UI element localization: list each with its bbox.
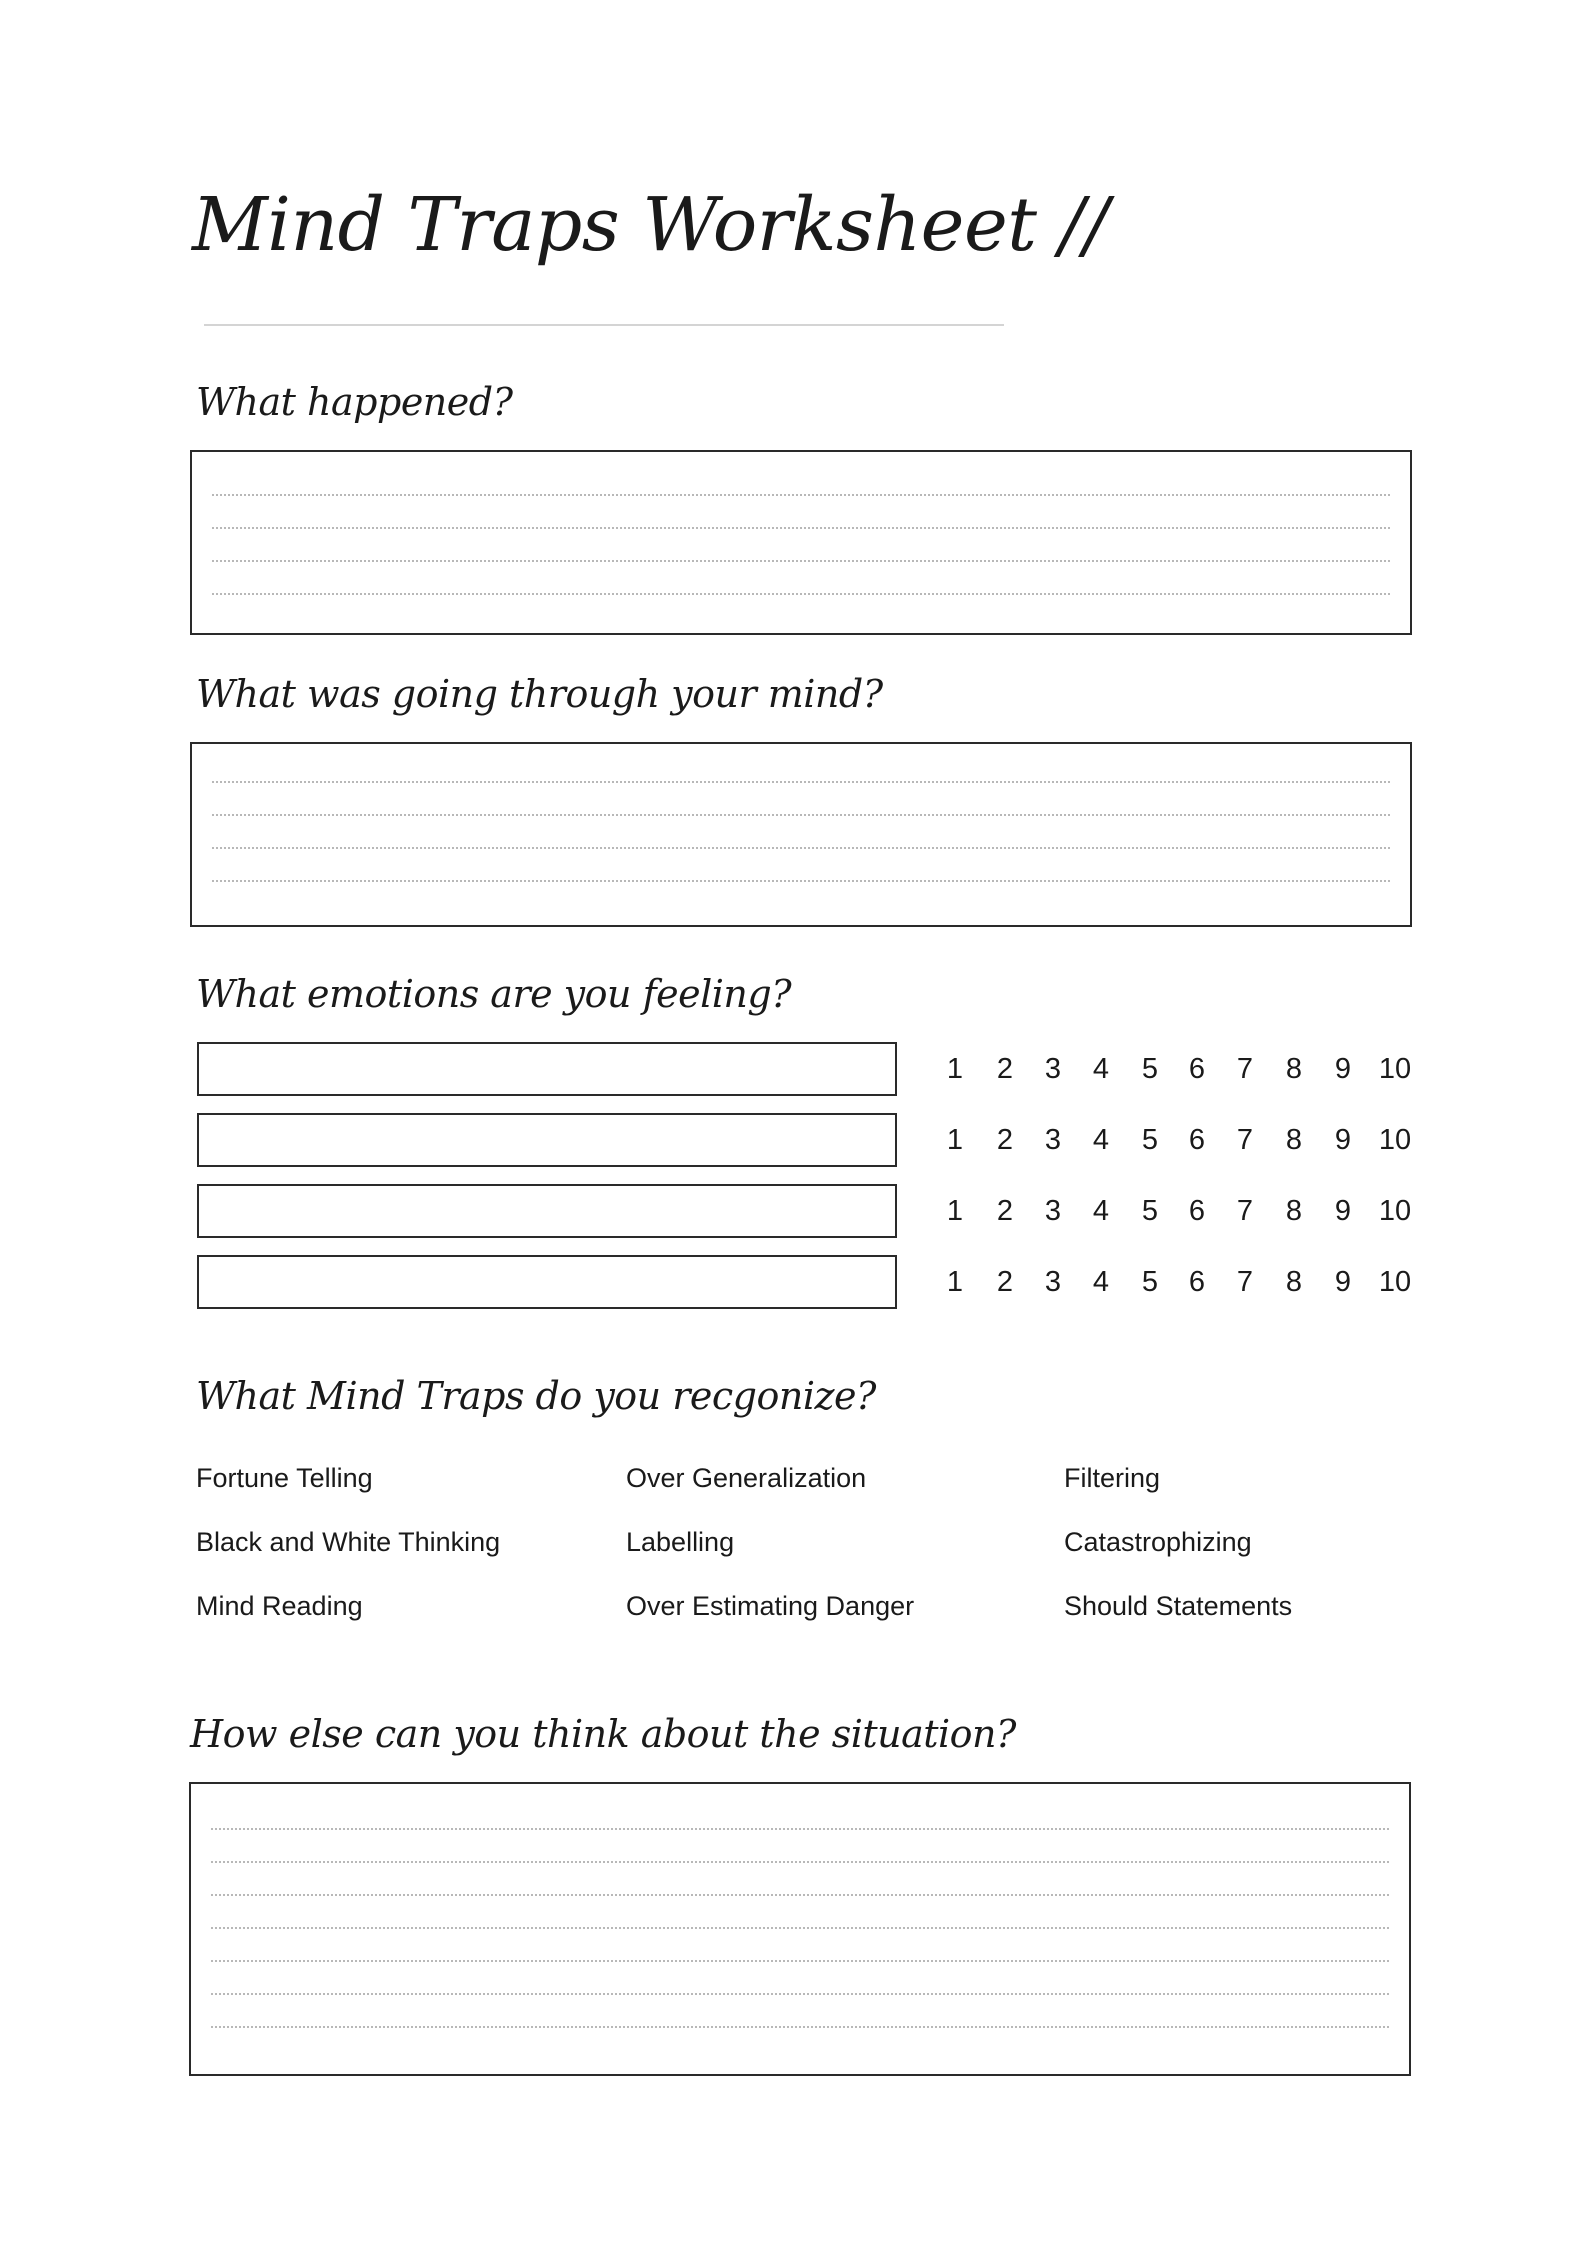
heading-emotions: What emotions are you feeling? bbox=[196, 972, 792, 1016]
rating-option[interactable]: 10 bbox=[1378, 1053, 1412, 1085]
rating-option[interactable]: 5 bbox=[1141, 1195, 1159, 1227]
mind-trap-option[interactable]: Over Generalization bbox=[626, 1463, 867, 1493]
rating-option[interactable]: 10 bbox=[1378, 1195, 1412, 1227]
writing-line bbox=[212, 560, 1390, 562]
rating-option[interactable]: 3 bbox=[1044, 1195, 1062, 1227]
writing-line bbox=[211, 1861, 1389, 1863]
rating-option[interactable]: 7 bbox=[1236, 1195, 1254, 1227]
rating-option[interactable]: 5 bbox=[1141, 1053, 1159, 1085]
mind-trap-option[interactable]: Catastrophizing bbox=[1064, 1527, 1252, 1557]
writing-line bbox=[212, 880, 1390, 882]
emotion-input[interactable] bbox=[197, 1042, 897, 1096]
rating-option[interactable]: 3 bbox=[1044, 1266, 1062, 1298]
rating-option[interactable]: 7 bbox=[1236, 1124, 1254, 1156]
writing-line bbox=[211, 1894, 1389, 1896]
emotion-input[interactable] bbox=[197, 1184, 897, 1238]
mind-trap-option[interactable]: Over Estimating Danger bbox=[626, 1591, 915, 1621]
rating-option[interactable]: 2 bbox=[996, 1124, 1014, 1156]
rating-option[interactable]: 10 bbox=[1378, 1266, 1412, 1298]
mind-trap-option[interactable]: Should Statements bbox=[1064, 1591, 1293, 1621]
writing-line bbox=[211, 1927, 1389, 1929]
going-through-mind-box[interactable] bbox=[190, 742, 1412, 927]
rating-option[interactable]: 4 bbox=[1092, 1124, 1110, 1156]
mind-trap-option[interactable]: Filtering bbox=[1064, 1463, 1161, 1493]
rating-option[interactable]: 1 bbox=[946, 1053, 964, 1085]
heading-reframe: How else can you think about the situation? bbox=[190, 1712, 1016, 1756]
rating-option[interactable]: 9 bbox=[1334, 1266, 1352, 1298]
rating-option[interactable]: 1 bbox=[946, 1266, 964, 1298]
rating-option[interactable]: 1 bbox=[946, 1195, 964, 1227]
rating-option[interactable]: 4 bbox=[1092, 1195, 1110, 1227]
emotion-input[interactable] bbox=[197, 1113, 897, 1167]
rating-option[interactable]: 9 bbox=[1334, 1124, 1352, 1156]
writing-line bbox=[212, 847, 1390, 849]
writing-line bbox=[212, 814, 1390, 816]
emotion-input[interactable] bbox=[197, 1255, 897, 1309]
writing-line bbox=[212, 781, 1390, 783]
rating-option[interactable]: 8 bbox=[1285, 1124, 1303, 1156]
writing-line bbox=[211, 1993, 1389, 1995]
mind-trap-option[interactable]: Mind Reading bbox=[196, 1591, 363, 1621]
writing-line bbox=[211, 1960, 1389, 1962]
writing-line bbox=[212, 527, 1390, 529]
reframe-box[interactable] bbox=[189, 1782, 1411, 2076]
rating-option[interactable]: 8 bbox=[1285, 1266, 1303, 1298]
rating-option[interactable]: 9 bbox=[1334, 1195, 1352, 1227]
writing-line bbox=[211, 2026, 1389, 2028]
rating-option[interactable]: 9 bbox=[1334, 1053, 1352, 1085]
mind-trap-option[interactable]: Labelling bbox=[626, 1527, 735, 1557]
emotion-rating-scale bbox=[939, 1113, 1413, 1167]
rating-option[interactable]: 2 bbox=[996, 1195, 1014, 1227]
rating-option[interactable]: 6 bbox=[1188, 1124, 1206, 1156]
rating-option[interactable]: 7 bbox=[1236, 1266, 1254, 1298]
emotion-row bbox=[197, 1042, 1413, 1096]
emotion-row bbox=[197, 1113, 1413, 1167]
emotion-row bbox=[197, 1184, 1413, 1238]
what-happened-box[interactable] bbox=[190, 450, 1412, 635]
rating-option[interactable]: 3 bbox=[1044, 1124, 1062, 1156]
rating-option[interactable]: 4 bbox=[1092, 1266, 1110, 1298]
rating-option[interactable]: 5 bbox=[1141, 1266, 1159, 1298]
rating-option[interactable]: 5 bbox=[1141, 1124, 1159, 1156]
writing-line bbox=[212, 494, 1390, 496]
rating-option[interactable]: 2 bbox=[996, 1266, 1014, 1298]
emotion-rating-scale bbox=[939, 1255, 1413, 1309]
rating-option[interactable]: 1 bbox=[946, 1124, 964, 1156]
emotion-rating-scale bbox=[939, 1184, 1413, 1238]
rating-option[interactable]: 6 bbox=[1188, 1053, 1206, 1085]
heading-what-happened: What happened? bbox=[196, 380, 513, 424]
writing-line bbox=[211, 1828, 1389, 1830]
rating-option[interactable]: 8 bbox=[1285, 1053, 1303, 1085]
rating-option[interactable]: 6 bbox=[1188, 1195, 1206, 1227]
writing-line bbox=[212, 593, 1390, 595]
mind-trap-option[interactable]: Fortune Telling bbox=[196, 1463, 373, 1493]
rating-option[interactable]: 2 bbox=[996, 1053, 1014, 1085]
emotion-row bbox=[197, 1255, 1413, 1309]
rating-option[interactable]: 10 bbox=[1378, 1124, 1412, 1156]
heading-mind-traps: What Mind Traps do you recgonize? bbox=[196, 1374, 876, 1418]
title-divider bbox=[204, 324, 1004, 326]
rating-option[interactable]: 4 bbox=[1092, 1053, 1110, 1085]
page-title: Mind Traps Worksheet // bbox=[192, 182, 1109, 268]
mind-trap-option[interactable]: Black and White Thinking bbox=[196, 1527, 501, 1557]
emotion-rating-scale bbox=[939, 1042, 1413, 1096]
rating-option[interactable]: 8 bbox=[1285, 1195, 1303, 1227]
rating-option[interactable]: 6 bbox=[1188, 1266, 1206, 1298]
rating-option[interactable]: 7 bbox=[1236, 1053, 1254, 1085]
rating-option[interactable]: 3 bbox=[1044, 1053, 1062, 1085]
heading-going-through-mind: What was going through your mind? bbox=[196, 672, 883, 716]
